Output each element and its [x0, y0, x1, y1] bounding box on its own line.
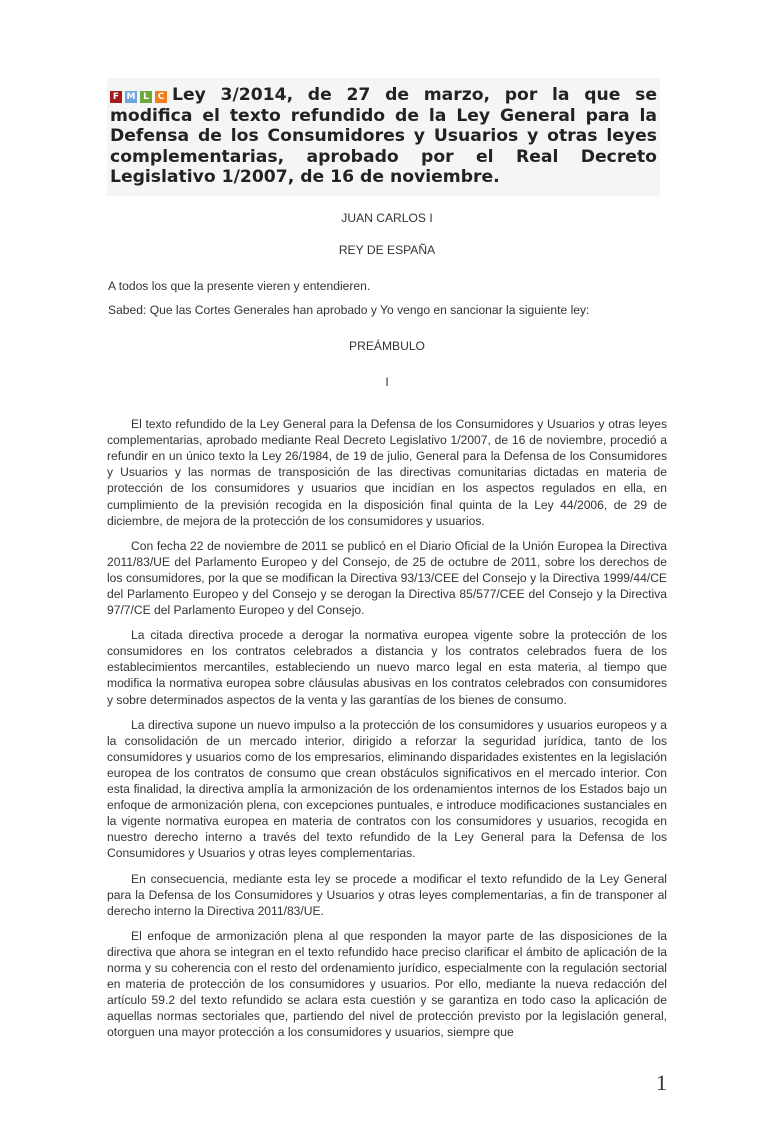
title-box: [107, 78, 660, 196]
announcement: Sabed: Que las Cortes Generales han aprobado y Yo vengo en sancionar la siguiente ley:: [108, 302, 590, 317]
king-title: REY DE ESPAÑA: [338, 242, 436, 257]
badge-m[interactable]: M: [126, 92, 136, 102]
greeting: A todos los que la presente vieren y entendieren.: [108, 278, 371, 293]
paragraph: La directiva supone un nuevo impulso a la protección de los consumidores y usuarios europeos y a la consolidación de un mercado interior, dirigido a reforzar la seguridad jurídica, tanto de los consumidores y usuarios como de los empresarios, eliminando disparidades existentes en la legislación europea de los contratos de consumo que crean obstáculos significativos en el mercado interior. Con esta finalidad, la directiva amplía la armonización de los ordenamientos internos de los Estados bajo un enfoque de armonización plena, con excepciones puntuales, e introduce modificaciones sustanciales en la vigente normativa europea en materia de contratos con los consumidores y usuarios, recogida en nuestro derecho interno a través del texto refundido de la Ley General para la Defensa de los Consumidores y Usuarios y otras leyes complementarias.: [107, 717, 667, 861]
badge-f[interactable]: F: [110, 91, 122, 103]
paragraph: En consecuencia, mediante esta ley se procede a modificar el texto refundido de la Ley General para la Defensa de los Consumidores y Usuarios y otras leyes complementarias, a fin de transponer al derecho interno la Directiva 2011/83/UE.: [107, 871, 667, 918]
paragraph: El texto refundido de la Ley General para la Defensa de los Consumidores y Usuarios y otras leyes complementarias, aprobado mediante Real Decreto Legislativo 1/2007, de 16 de noviembre, procedió a refundir en un único texto la Ley 26/1984, de 19 de julio, General para la Defensa de los Consumidores y Usuarios y las normas de transposición de las directivas comunitarias dictadas en materia de protección de los consumidores y usuarios que incidían en los aspectos regulados en ella, en cumplimiento de la previsión recogida en la disposición final quinta de la Ley 44/2006, de 29 de diciembre, de mejora de la protección de los consumidores y usuarios.: [107, 417, 667, 528]
page-footer: [107, 1070, 667, 1096]
page-number: 1: [656, 1070, 667, 1096]
title-text: Ley 3/2014, de 27 de marzo, por la que se modifica el texto refundido de la Ley General para la Defensa de los Consumidores y Usuarios y otras leyes complementarias, aprobado por el Real Decreto Legislativo 1/2007, de 16 de noviembre.: [110, 85, 657, 187]
king-name: JUAN CARLOS I: [341, 210, 433, 225]
paragraph: Con fecha 22 de noviembre de 2011 se publicó en el Diario Oficial de la Unión Europea la Directiva 2011/83/UE del Parlamento Europeo y del Consejo, de 25 de octubre de 2011, sobre los derechos de los consumidores, por la que se modifican la Directiva 93/13/CEE del Consejo y la Directiva 1999/44/CE del Parlamento Europeo y del Consejo y se derogan la Directiva 85/577/CEE del Consejo y la Directiva 97/7/CE del Parlamento Europeo y del Consejo.: [107, 538, 667, 618]
paragraph: El enfoque de armonización plena al que responden la mayor parte de las disposiciones de la directiva que ahora se integran en el texto refundido hace preciso clarificar el ámbito de aplicación de la norma y su coherencia con el resto del ordenamiento jurídico, especialmente con la regulación sectorial en materia de protección de los consumidores y usuarios. Por ello, mediante la nueva redacción del artículo 59.2 del texto refundido se aclara esta cuestión y se garantiza en todo caso la aplicación de aquellas normas sectoriales que, partiendo del nivel de protección previsto por la legislación general, otorguen una mayor protección a los consumidores y usuarios, siempre que: [107, 928, 667, 1040]
document-body: [107, 210, 667, 1041]
document-title: [110, 85, 657, 188]
badge-l[interactable]: L: [140, 91, 152, 103]
section-heading: PREÁMBULO: [349, 338, 425, 353]
paragraph: La citada directiva procede a derogar la normativa europea vigente sobre la protección de los consumidores en los contratos celebrados a distancia y los contratos celebrados fuera de los establecimientos mercantiles, estableciendo un nuevo marco legal en esta materia, al tiempo que modifica la normativa europea sobre cláusulas abusivas en los contratos celebrados con consumidores y sobre determinados aspectos de la venta y las garantías de los bienes de consumo.: [107, 628, 667, 707]
section-number: I: [385, 374, 389, 389]
badge-c[interactable]: C: [155, 91, 167, 103]
